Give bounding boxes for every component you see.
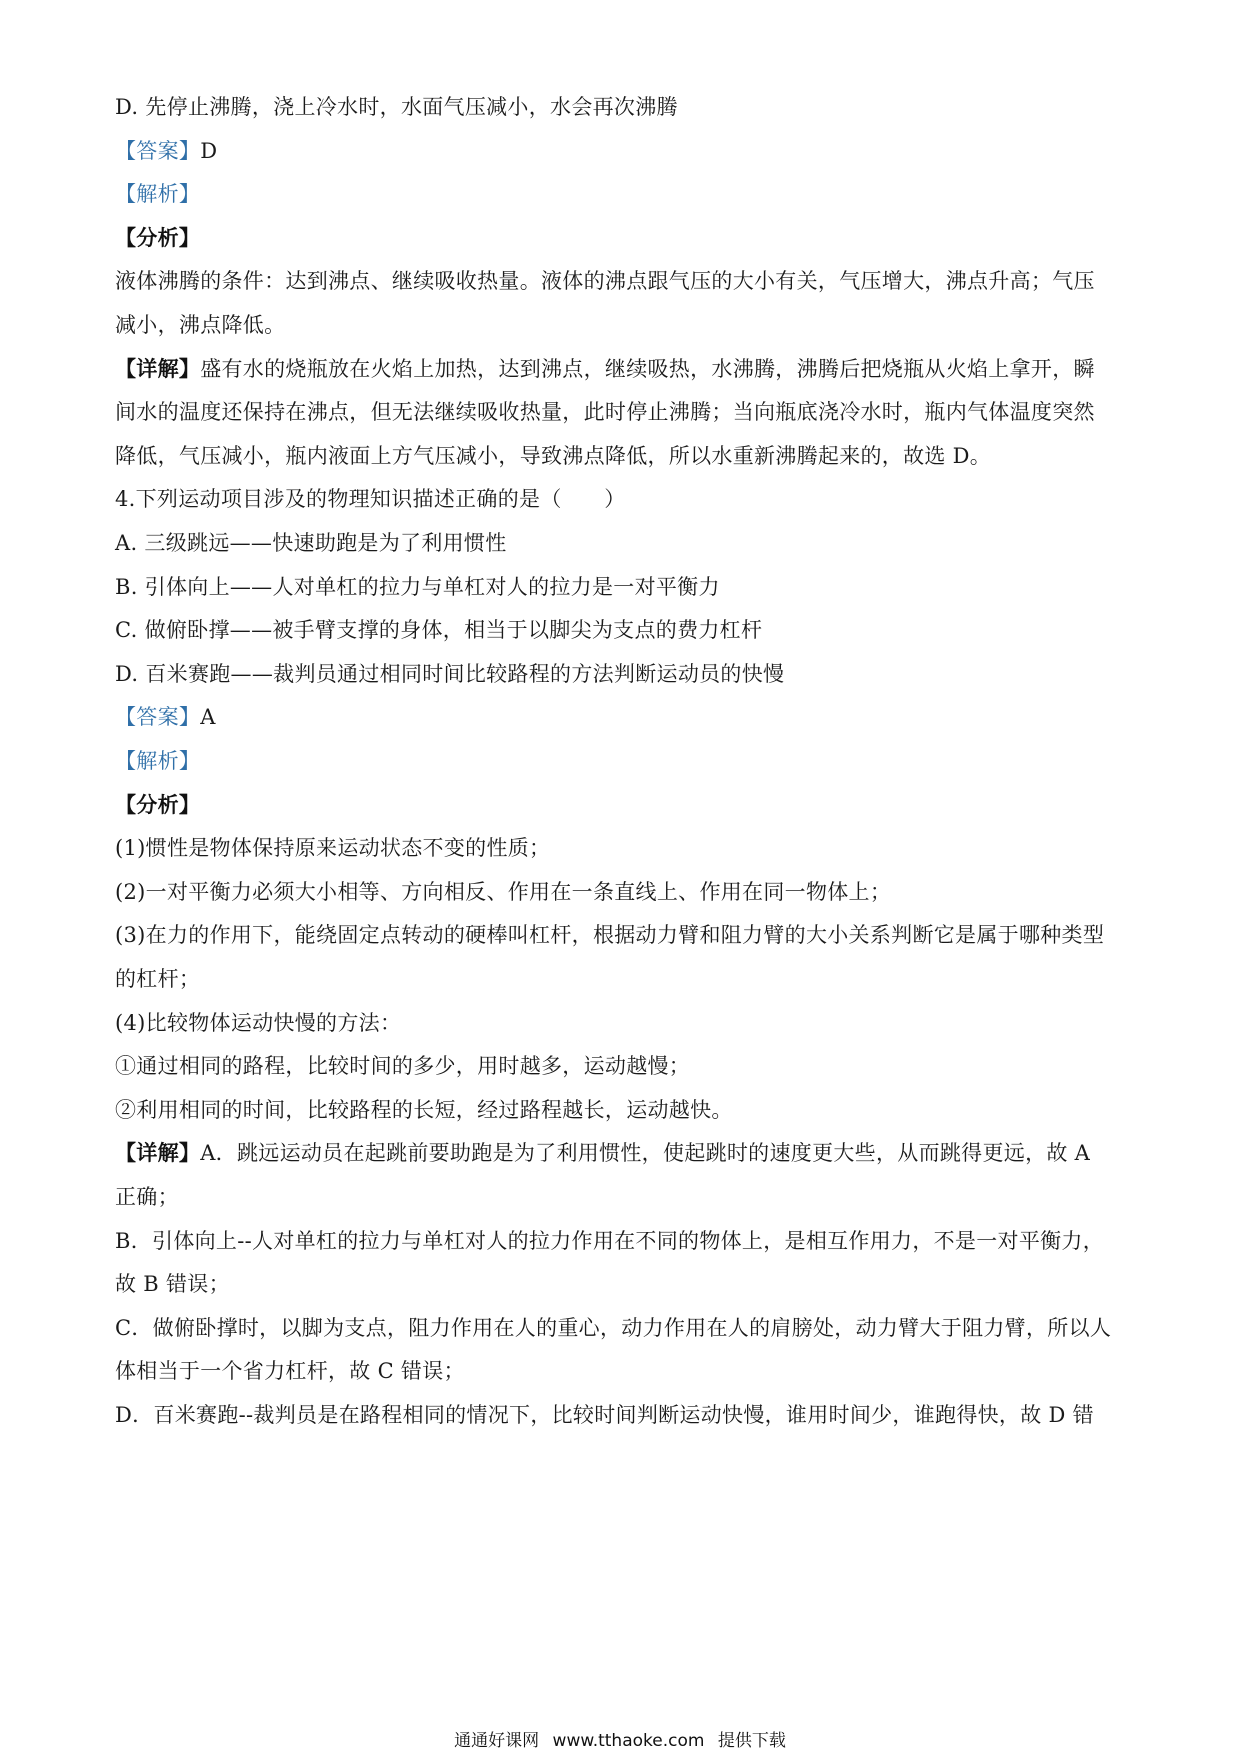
section-text: 盛有水的烧瓶放在火焰上加热，达到沸点，继续吸热，水沸腾，沸腾后把烧瓶从火焰上拿开，瞬 — [200, 356, 1095, 381]
text-line: ②利用相同的时间，比较路程的长短，经过路程越长，运动越快。 — [115, 1097, 733, 1122]
text-line — [115, 223, 1130, 253]
footer-note: 提供下载 — [717, 1731, 786, 1751]
section-tag: 【解析】 — [115, 749, 201, 773]
text-line: 4.下列运动项目涉及的物理知识描述正确的是（ ） — [115, 487, 626, 512]
text-line: 间水的温度还保持在沸点，但无法继续吸收热量，此时停止沸腾；当向瓶底浇冷水时，瓶内气体温度突然 — [115, 400, 1095, 425]
section-text: A．跳远运动员在起跳前要助跑是为了利用惯性，使起跳时的速度更大些，从而跳得更远，故 A — [200, 1141, 1091, 1166]
text-line: 正确； — [115, 1185, 179, 1209]
text-line: A. 三级跳远——快速助跑是为了利用惯性 — [115, 531, 507, 555]
section-tag: 【详解】 — [115, 1140, 201, 1166]
section-tag: 【分析】 — [115, 791, 201, 817]
text-line — [115, 790, 1130, 820]
text-line — [115, 179, 1130, 209]
page-footer — [0, 1726, 1240, 1751]
text-line: (3)在力的作用下，能绕固定点转动的硬棒叫杠杆，根据动力臂和阻力臂的大小关系判断它是属于哪种类型 — [115, 923, 1105, 948]
text-line: D．百米赛跑--裁判员是在路程相同的情况下，比较时间判断运动快慢，谁用时间少，谁跑得快，故 D 错 — [115, 1403, 1094, 1427]
text-line: C. 做俯卧撑——被手臂支撑的身体，相当于以脚尖为支点的费力杠杆 — [115, 618, 763, 643]
section-tag: 【详解】 — [115, 355, 201, 381]
text-line: C．做俯卧撑时，以脚为支点，阻力作用在人的重心，动力作用在人的肩膀处，动力臂大于阻力臂，所以人 — [115, 1315, 1112, 1340]
text-line: ①通过相同的路程，比较时间的多少，用时越多，运动越慢； — [115, 1054, 691, 1079]
section-tag: 【解析】 — [115, 182, 201, 207]
text-line — [115, 702, 1130, 732]
text-line: 故 B 错误； — [115, 1272, 230, 1297]
text-line: 降低，气压减小，瓶内液面上方气压减小，导致沸点降低，所以水重新沸腾起来的，故选 D。 — [115, 443, 992, 468]
section-tag: 【分析】 — [115, 224, 201, 250]
section-text: D — [200, 138, 218, 163]
text-line: B．引体向上--人对单杠的拉力与单杠对人的拉力作用在不同的物体上，是相互作用力，不是一对平衡力， — [115, 1228, 1105, 1253]
text-line — [115, 1138, 1130, 1168]
section-tag: 【答案】 — [115, 705, 201, 730]
text-line: 体相当于一个省力杠杆，故 C 错误； — [115, 1359, 465, 1384]
text-line — [115, 354, 1130, 384]
section-tag: 【答案】 — [115, 138, 201, 163]
text-line: D. 先停止沸腾，浇上冷水时，水面气压减小，水会再次沸腾 — [115, 95, 678, 119]
text-line: D. 百米赛跑——裁判员通过相同时间比较路程的方法判断运动员的快慢 — [115, 661, 785, 686]
text-line: B. 引体向上——人对单杠的拉力与单杠对人的拉力是一对平衡力 — [115, 574, 720, 599]
text-line: 的杠杆； — [115, 967, 201, 991]
text-line: 减小，沸点降低。 — [115, 313, 286, 337]
text-line: (1)惯性是物体保持原来运动状态不变的性质； — [115, 836, 551, 861]
text-line: (2)一对平衡力必须大小相等、方向相反、作用在一条直线上、作用在同一物体上； — [115, 879, 892, 904]
footer-site-name: 通通好课网 — [454, 1731, 540, 1751]
section-text: A — [200, 705, 216, 730]
text-line — [115, 746, 1130, 776]
text-line: (4)比较物体运动快慢的方法： — [115, 1010, 402, 1035]
text-line — [115, 136, 1130, 166]
footer-url[interactable]: www.tthaoke.com — [552, 1731, 705, 1751]
text-line: 液体沸腾的条件：达到沸点、继续吸收热量。液体的沸点跟气压的大小有关，气压增大，沸点升高；气压 — [115, 269, 1095, 294]
